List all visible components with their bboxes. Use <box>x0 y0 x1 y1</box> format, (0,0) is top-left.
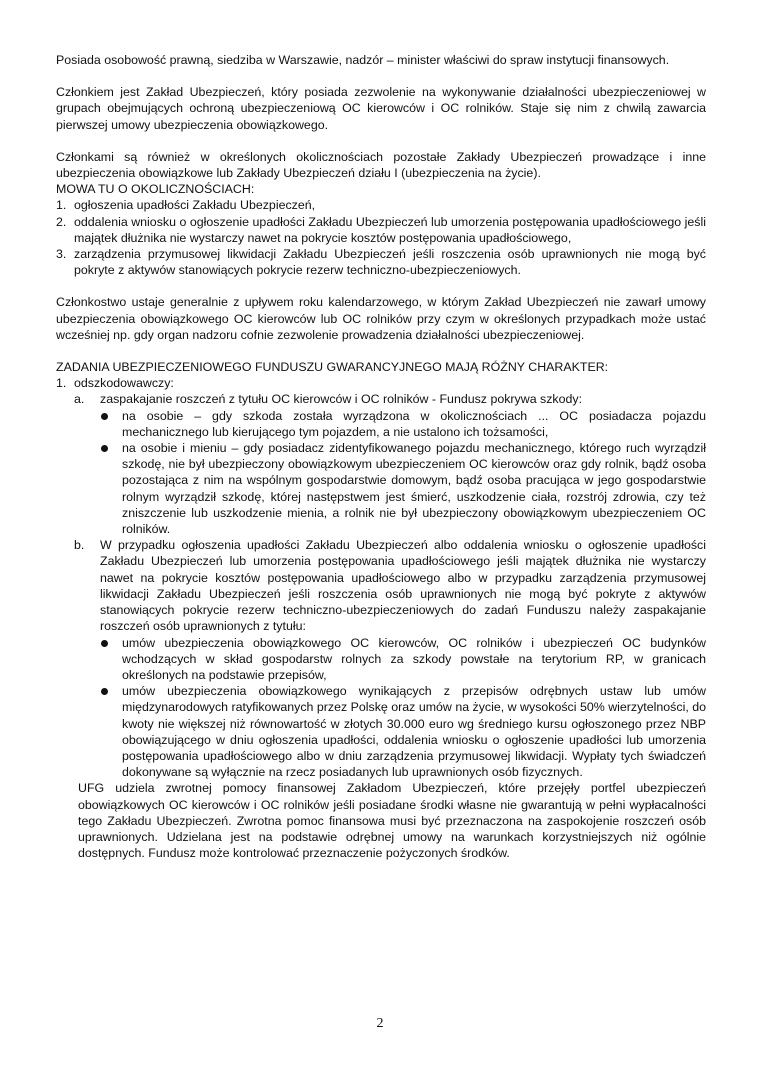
bullet-item <box>100 683 706 780</box>
list-letter: b. <box>74 538 85 553</box>
list-text: odszkodowawczy: <box>74 376 174 391</box>
paragraph-membership-end: Członkostwo ustaje generalnie z upływem roku kalendarzowego, w którym Zakład Ubezpieczeń nie zawarł umowy ubezpieczenia obowiązkowego OC kierowców lub OC rolników przy czym w określonych przypadkach może ustać wcześniej np. gdy organ nadzoru cofnie zezwolenie prowadzenia działalności ubezpieczeniowej. <box>56 295 706 342</box>
page-number: 2 <box>376 1016 384 1031</box>
bullet-item <box>100 635 706 684</box>
list-text: zarządzenia przymusowej likwidacji Zakładu Ubezpieczeń jeśli roszczenia osób uprawnionych nie mogą być pokryte z aktywów stanowiących pokrycie rezerw techniczno-ubezpieczeniowych. <box>74 247 706 278</box>
bullet-text: na osobie i mieniu – gdy posiadacz zidentyfikowanego pojazdu mechanicznego, którego ruch wyrządził szkodę, nie był ubezpieczony obowiązkowym ubezpieczeniem OC kierowców oraz gdy rolnik, bądź osoba pozostająca z nim na wspólnym gospodarstwie domowym, bądź osoba pracująca w jego gospodarstwie rolnym wyrządził szkodę, której następstwem jest śmierć, uszkodzenie ciała, rozstrój zdrowia, czy też zniszczenie lub uszkodzenie mienia, a rolnik nie był ubezpieczony obowiązkowym ubezpieczeniem OC rolników. <box>122 441 706 537</box>
bullet-item <box>100 440 706 537</box>
list-text: ogłoszenia upadłości Zakładu Ubezpieczeń, <box>74 198 316 213</box>
list-number: 1. <box>56 198 67 213</box>
list-item <box>56 197 706 213</box>
document-page <box>56 52 706 861</box>
list-letter: a. <box>74 392 85 407</box>
list-item <box>56 375 706 391</box>
list-item <box>56 246 706 278</box>
bullet-icon <box>101 640 108 647</box>
bullet-text: umów ubezpieczenia obowiązkowego wynikających z przepisów odrębnych ustaw lub umów międzynarodowych ratyfikowanych przez Polskę oraz umów na życie, w wysokości 50% wierzytelności, do kwoty nie większej niż równowartość w złotych 30.000 euro wg średniego kursu ogłoszonego przez NBP obowiązującego w dniu ogłoszenia upadłości, oddalenia wniosku o ogłoszenie upadłości lub umorzenia postępowania upadłościowego albo w dniu zarządzenia przymusowej likwidacji. Wypłaty tych świadczeń dokonywane są wyłącznie na rzecz posiadanych lub uprawnionych osób fizycznych. <box>122 684 706 780</box>
list-text: zaspakajanie roszczeń z tytułu OC kierowców i OC rolników - Fundusz pokrywa szkody: <box>100 392 583 407</box>
list-okolicznosci <box>56 197 706 278</box>
sublist-item-b <box>74 537 706 634</box>
list-text: W przypadku ogłoszenia upadłości Zakładu Ubezpieczeń albo oddalenia wniosku o ogłoszenie upadłości Zakładu Ubezpieczeń lub umorzenia postępowania upadłościowego jeśli majątek dłużnika nie wystarczy nawet na pokrycie kosztów postępowania upadłościowego albo w przypadku zarządzenia przymusowej likwidacji Zakładu Ubezpieczeń jeśli roszczenia osób uprawnionych nie mogą być pokryte z aktywów stanowiących pokrycie rezerw techniczno-ubezpieczeniowych do zadań Funduszu należy zaspakajanie roszczeń osób uprawnionych z tytułu: <box>100 538 706 634</box>
bullet-icon <box>101 413 108 420</box>
list-item <box>56 214 706 246</box>
heading-okolicznosci: MOWA TU O OKOLICZNOŚCIACH: <box>56 182 255 197</box>
list-text: oddalenia wniosku o ogłoszenie upadłości Zakładu Ubezpieczeń lub umorzenia postępowania upadłościowego jeśli majątek dłużnika nie wystarczy nawet na pokrycie kosztów postępowania upadłościowego, <box>74 214 706 245</box>
list-number: 1. <box>56 376 67 391</box>
sublist-item-a <box>74 391 706 407</box>
bullet-text: umów ubezpieczenia obowiązkowego OC kierowców, OC rolników i ubezpieczeń OC budynków wchodzących w skład gospodarstw rolnych za szkody powstałe na terytorium RP, w granicach określonych na podstawie przepisów, <box>122 635 706 682</box>
heading-zadania: ZADANIA UBEZPIECZENIOWEGO FUNDUSZU GWARANCYJNEGO MAJĄ RÓŻNY CHARAKTER: <box>56 360 609 375</box>
paragraph-legal-status: Posiada osobowość prawną, siedziba w Warszawie, nadzór – minister właściwi do spraw instytucji finansowych. <box>56 53 670 67</box>
paragraph-other-members: Członkami są również w określonych okolicznościach pozostałe Zakłady Ubezpieczeń prowadzące i inne ubezpieczenia obowiązkowe lub Zakłady Ubezpieczeń działu I (ubezpieczenia na życie). <box>56 149 706 181</box>
paragraph-ufg-help: UFG udziela zwrotnej pomocy finansowej Zakładom Ubezpieczeń, które przejęły portfel ubezpieczeń obowiązkowych OC kierowców i OC rolników jeśli posiadane środki własne nie gwarantują w pełni wypłacalności tego Zakładu Ubezpieczeń. Zwrotna pomoc finansowa musi być przeznaczona na zaspokojenie roszczeń osób uprawnionych. Udzielana jest na podstawie odrębnej umowy na warunkach korzystniejszych niż ogólnie dostępnych. Fundusz może kontrolować przeznaczenie pożyczonych środków. <box>78 781 706 861</box>
paragraph-member: Członkiem jest Zakład Ubezpieczeń, który posiada zezwolenie na wykonywanie działalności ubezpieczeniowej w grupach obejmujących ochroną ubezpieczeniową OC kierowców i OC rolników. Staje się nim z chwilą zawarcia pierwszej umowy ubezpieczenia obowiązkowego. <box>56 85 706 132</box>
bullet-icon <box>101 445 108 452</box>
bullet-text: na osobie – gdy szkoda została wyrządzona w okolicznościach ... OC posiadacza pojazdu mechanicznego lub kierującego tym pojazdem, a nie ustalono ich tożsamości, <box>122 408 706 439</box>
list-number: 3. <box>56 247 67 262</box>
list-number: 2. <box>56 214 67 229</box>
bullet-icon <box>101 688 108 695</box>
bullet-item <box>100 408 706 440</box>
